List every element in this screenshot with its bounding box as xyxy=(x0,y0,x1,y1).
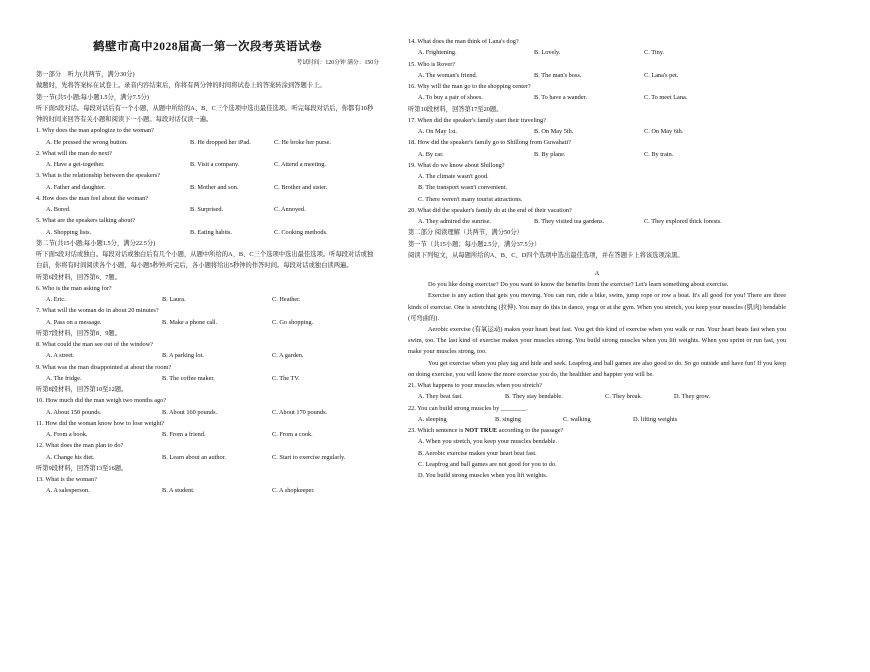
option[interactable]: B. Eating habits. xyxy=(190,228,232,236)
option[interactable]: C. Heather. xyxy=(272,296,301,303)
option[interactable]: A. Change his diet. xyxy=(46,453,95,461)
option[interactable]: C. The TV. xyxy=(272,374,300,382)
option[interactable]: C. To meet Lana. xyxy=(644,94,688,102)
option[interactable]: A. Bored. xyxy=(46,206,71,213)
question-15: 15. Who is Rover? xyxy=(408,60,456,68)
passage-label: A xyxy=(594,270,600,277)
option[interactable]: A. The woman's friend. xyxy=(418,71,478,79)
option[interactable]: C. He broke her purse. xyxy=(274,138,332,146)
option[interactable]: B. A parking lot. xyxy=(162,352,204,360)
option[interactable]: C. Annoyed. xyxy=(274,206,306,213)
option[interactable]: C. Start to exercise regularly. xyxy=(272,453,346,461)
option[interactable]: B. Laura. xyxy=(162,296,186,303)
options-7 xyxy=(36,317,379,328)
passage-paragraph-3: Aerobic exercise (有氧运动) makes your heart beat fast. You get this kind of exercise when you walk or run. Your heart beats fast when you swim, too. The last kind of exercise makes your muscles strong. You build strong muscles when you lift weights. When you sprint or run fast, you make your muscles strong, too. xyxy=(408,326,786,356)
option[interactable]: C. They break. xyxy=(605,393,643,401)
question-9: 9. What was the man disappointed at about the room? xyxy=(36,363,172,371)
option[interactable]: B. From a friend. xyxy=(162,431,206,438)
option[interactable]: A. Father and daughter. xyxy=(46,183,106,191)
question-6: 6. Who is the man asking for? xyxy=(36,284,112,292)
part2-section1-title: 第一节（共15小题；每小题2.5分，满分37.5分） xyxy=(408,240,541,248)
option[interactable]: C. Tiny. xyxy=(644,49,665,57)
option[interactable]: B. By plane. xyxy=(534,150,566,158)
option[interactable]: B. He dropped her iPad. xyxy=(190,138,251,146)
option[interactable]: C. A garden. xyxy=(272,352,304,360)
option[interactable]: A. A salesperson. xyxy=(46,487,90,495)
options-2 xyxy=(36,159,379,170)
option[interactable]: C. About 170 pounds. xyxy=(272,408,328,416)
question-1: 1. Why does the man apologize to the woman? xyxy=(36,127,154,135)
option[interactable]: A. A street. xyxy=(46,352,75,360)
question-23-emphasis: NOT TRUE xyxy=(464,427,498,435)
option[interactable]: A. About 150 pounds. xyxy=(46,408,102,416)
option[interactable]: B. Make a phone call. xyxy=(162,318,218,326)
material-note: 听第10段材料，回答第17至20题。 xyxy=(408,105,503,113)
question-10: 10. How much did the man weigh two months ago? xyxy=(36,397,167,405)
option[interactable]: B. Mother and son. xyxy=(190,183,239,191)
option[interactable]: A. Shopping lists. xyxy=(46,228,92,236)
part2-title: 第二部分 阅读理解（共两节，满分50分） xyxy=(408,229,523,237)
option[interactable]: D. lifting weights xyxy=(633,415,678,423)
option[interactable]: B. On May 5th. xyxy=(534,128,574,135)
option[interactable]: A. Eric. xyxy=(46,296,66,303)
question-23-text-end: according to the passage? xyxy=(497,427,564,435)
options-3 xyxy=(36,182,379,193)
option[interactable]: B. The transport wasn't convenient. xyxy=(418,184,508,192)
option[interactable]: C. On May 6th. xyxy=(644,128,684,135)
option[interactable]: A. Frightening. xyxy=(418,49,457,57)
options-18 xyxy=(408,149,786,160)
option[interactable]: B. To have a wander. xyxy=(534,94,587,102)
question-4: 4. How does the man feel about the woman? xyxy=(36,194,149,202)
options-4 xyxy=(36,204,379,215)
option[interactable]: C. Cooking methods. xyxy=(274,228,328,236)
question-7: 7. What will the woman do in about 20 minutes? xyxy=(36,307,159,315)
option[interactable]: C. Lana's pet. xyxy=(644,71,679,79)
option[interactable]: A. They beat fast. xyxy=(418,393,463,401)
material-note: 听第9段材料，回答第13至16题。 xyxy=(36,464,128,472)
option[interactable]: B. Lovely. xyxy=(534,49,561,57)
question-11: 11. How did the woman know how to lose weight? xyxy=(36,419,165,427)
option[interactable]: C. walking xyxy=(563,415,591,423)
option[interactable]: B. Aerobic exercise makes your heart beat fast. xyxy=(418,449,537,457)
option[interactable]: A. To buy a pair of shoes. xyxy=(418,94,483,102)
option[interactable]: B. Learn about an author. xyxy=(162,453,226,461)
passage-paragraph-1: Do you like doing exercise? Do you want to know the benefits from the exercise? Let's learn something about exercise. xyxy=(428,281,729,289)
option[interactable]: B. Surprised. xyxy=(190,206,224,213)
question-19: 19. What do we know about Shillong? xyxy=(408,161,505,169)
section1-title: 第一节(共5小题;每小题1.5分，满分7.5分) xyxy=(36,93,149,101)
question-3: 3. What is the relationship between the speakers? xyxy=(36,172,161,180)
option[interactable]: D. You build strong muscles when you lift weights. xyxy=(418,472,548,480)
exam-title: 鹤壁市高中2028届高一第一次段考英语试卷 xyxy=(93,41,322,53)
material-note: 听第8段材料，回答第10至12题。 xyxy=(36,386,128,393)
options-13 xyxy=(36,485,379,496)
option[interactable]: B. Visit a company. xyxy=(190,161,240,168)
option[interactable]: A. He pressed the wrong button. xyxy=(46,138,128,146)
question-14: 14. What does the man think of Lana's dog? xyxy=(408,38,519,45)
options-15 xyxy=(408,70,786,81)
option[interactable]: C. From a cook. xyxy=(272,431,313,438)
option[interactable]: C. Go shopping. xyxy=(272,318,314,326)
option[interactable]: A. They admired the sunrise. xyxy=(418,218,491,225)
right-column xyxy=(408,36,786,481)
options-17 xyxy=(408,126,786,137)
options-11 xyxy=(36,429,379,440)
option[interactable]: A. The fridge. xyxy=(46,374,82,382)
left-column xyxy=(36,46,379,497)
exam-meta: 考试时间：120分钟 满分：150分 xyxy=(296,60,379,66)
option[interactable]: A. By car. xyxy=(418,150,444,158)
part1-title: 第一部分 听力(共两节，满分30分) xyxy=(36,71,135,78)
options-22 xyxy=(408,414,786,425)
question-12: 12. What does the man plan to do? xyxy=(36,442,124,450)
passage-paragraph-4: You get exercise when you play tag and hide and seek. Leapfrog and ball games are also good to do. So go outside and have fun! If you keep on doing exercise, you will know the more exercise you do, the healthier and happier you will be. xyxy=(408,359,786,378)
options-5 xyxy=(36,227,379,238)
option[interactable]: B. singing xyxy=(495,415,521,423)
question-22: 22. You can build strong muscles by ________. xyxy=(408,404,528,412)
option[interactable]: C. A shopkeeper. xyxy=(272,487,315,495)
options-1 xyxy=(36,137,379,148)
options-16 xyxy=(408,92,786,103)
question-2: 2. What will the man do next? xyxy=(36,149,112,157)
passage-paragraph-2: Exercise is any action that gets you moving. You can run, ride a bike, swim, jump rope or row a boat. It's all good for you! There are three kinds of exercise. One is stretching (拉伸). You may do this in dance, yoga or at the gym. When you stretch, you keep your muscles (肌肉) bendable (可弯曲的). xyxy=(408,292,786,322)
section1-note: 听下面5段对话。每段对话后有一个小题，从题中所给的A、B、C三个选项中选出最佳选项。听完每段对话后，你都有10秒钟的时间来回答有关小题和阅读下一小题。每段对话仅读一遍。 xyxy=(36,104,374,123)
question-23 xyxy=(408,425,786,436)
option[interactable]: A. From a book. xyxy=(46,431,88,438)
question-16: 16. Why will the man go to the shopping center? xyxy=(408,83,531,90)
part1-note: 做题时，先将答案标在试卷上。录音内容结束后，你将有两分钟的时间将试卷上的答案转涂到答题卡上。 xyxy=(36,82,326,90)
options-9 xyxy=(36,373,379,384)
question-20: 20. What did the speaker's family do at the end of their vacation? xyxy=(408,206,572,214)
options-6 xyxy=(36,294,379,305)
question-8: 8. What could the man see out of the window? xyxy=(36,341,154,348)
option[interactable]: C. Brother and sister. xyxy=(274,183,328,191)
part2-note: 阅读下列短文，从每题所给的A、B、C、D四个选项中选出最佳选项，并在答题卡上将该选项涂黑。 xyxy=(408,251,684,259)
options-21 xyxy=(408,391,786,402)
section2-note: 听下面5段对话或独白。每段对话或独白后有几个小题，从题中所给的A、B、C三个选项中选出最佳选项。听每段对话或独白前，你将有时间阅读各个小题，每小题5秒钟;听完后，各小题将给出5秒钟的作答时间。每段对话或独白读两遍。 xyxy=(36,251,374,270)
option[interactable]: C. They explored thick forests. xyxy=(644,218,722,225)
option[interactable]: B. The coffee maker. xyxy=(162,374,215,382)
option[interactable]: B. They stay bendable. xyxy=(505,393,563,401)
section2-title: 第二节(共15小题;每小题1.5分，满分22.5分) xyxy=(36,239,156,247)
question-list-1-5 xyxy=(36,125,379,238)
options-14 xyxy=(408,47,786,58)
material-note: 听第6段材料，回答第6、7题。 xyxy=(36,273,122,281)
option[interactable]: B. They visited tea gardens. xyxy=(534,218,605,225)
option[interactable]: B. The man's boss. xyxy=(534,71,582,79)
question-23-text: 23. Which sentence is xyxy=(408,427,465,435)
option[interactable]: D. They grow. xyxy=(674,393,711,401)
question-13: 13. What is the woman? xyxy=(36,476,97,483)
option[interactable]: B. About 160 pounds. xyxy=(162,408,218,416)
option[interactable]: A. On May 1st. xyxy=(418,128,458,135)
option[interactable]: A. sleeping xyxy=(418,415,447,423)
option[interactable]: C. By train. xyxy=(644,150,674,158)
option[interactable]: C. Attend a meeting. xyxy=(274,161,326,168)
options-10 xyxy=(36,407,379,418)
option[interactable]: A. Pass on a message. xyxy=(46,318,102,326)
options-12 xyxy=(36,452,379,463)
material-note: 听第7段材料，回答第8、9题。 xyxy=(36,329,122,337)
question-21: 21. What happens to your muscles when you stretch? xyxy=(408,382,543,390)
option[interactable]: A. The climate wasn't good. xyxy=(418,173,489,180)
option[interactable]: A. Have a get-together. xyxy=(46,161,105,168)
options-20 xyxy=(408,216,786,227)
options-8 xyxy=(36,350,379,361)
option[interactable]: A. When you stretch, you keep your muscles bendable. xyxy=(418,438,557,446)
option[interactable]: C. There weren't many tourist attractions. xyxy=(418,195,523,203)
question-18: 18. How did the speaker's family go to Shillong from Guwahati? xyxy=(408,139,571,147)
option[interactable]: B. A student. xyxy=(162,487,195,495)
question-17: 17. When did the speaker's family start their traveling? xyxy=(408,116,546,124)
question-5: 5. What are the speakers talking about? xyxy=(36,217,136,225)
option[interactable]: C. Leapfrog and ball games are not good for you to do. xyxy=(418,460,557,468)
